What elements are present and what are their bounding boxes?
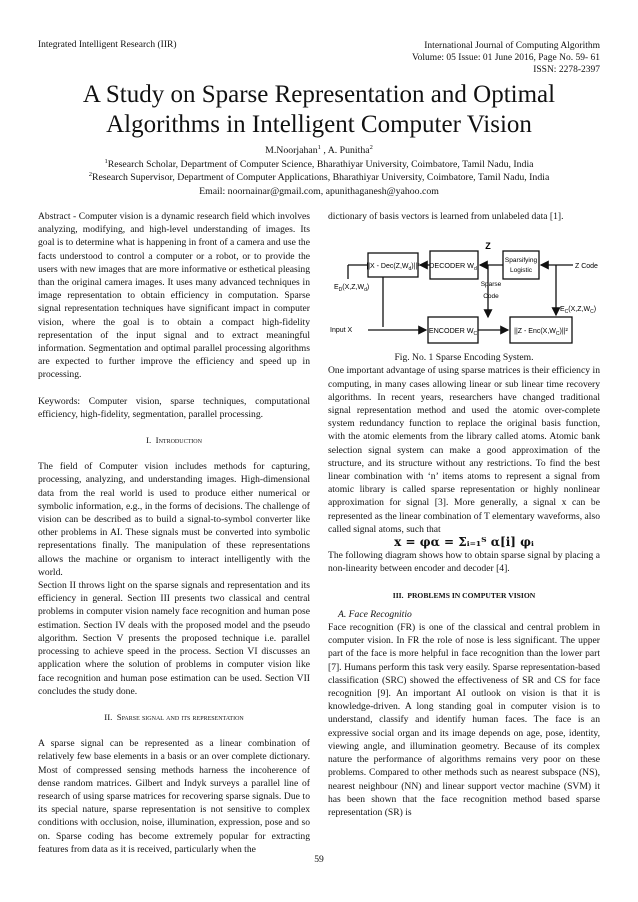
svg-text:Sparsifying: Sparsifying xyxy=(504,257,538,265)
svg-text:||Z - Enc(X,WC)||²: $||Z - Enc(X,W_C)||^2$ xyxy=(514,328,568,338)
svg-text:Code: Code xyxy=(483,293,499,301)
right-paragraph-2: The following diagram shows how to obtain sparse signal by placing a non-linearity between encoder and decoder [4]. xyxy=(328,550,600,575)
z-code-label: Z Code xyxy=(575,263,598,271)
input-x-label: Input X xyxy=(330,327,353,335)
svg-text:Z: Z xyxy=(485,241,491,252)
journal-header-right xyxy=(412,40,600,76)
intro-paragraph-1: The field of Computer vision includes methods for capturing, processing, analyzing, and understanding images. High-dimensional data from the real world is used to produce either numerical or symbolic information, e.g., in the forms of decisions. The challenge of vision can be described as to build a signal-to-symbol converter like other problems in AI. These signals must be converted into symbolic representations finally. The manipulation of these representations allows the machine or organism to interact intelligently with the world. xyxy=(38,461,310,578)
sparse-encoding-diagram xyxy=(328,231,600,351)
affiliation-1: $^1$Research Scholar, Department of Computer Science, Bharathiyar University, Coimbatore, Tamil Nadu, India xyxy=(104,157,534,170)
sparse-encoding-figure xyxy=(328,231,600,351)
subsection-face-recognition: A. Face Recognitio xyxy=(338,608,412,620)
journal-issn: ISSN: 2278-2397 xyxy=(533,65,600,75)
journal-header-left: Integrated Intelligent Research (IIR) xyxy=(38,40,177,50)
right-column xyxy=(328,210,600,819)
svg-text:Logistic: Logistic xyxy=(509,267,533,275)
page-number: 59 xyxy=(314,854,324,865)
author-names: M.Noorjahan$^1$ , A. Punitha$^2$ xyxy=(265,144,373,156)
encoder-energy-label: $E_C(X,Z,W_C)$ xyxy=(560,306,597,316)
author-email: Email: noornainar@gmail.com, apunithaganesh@yahoo.com xyxy=(199,185,439,197)
sparsifying-logistic-box xyxy=(503,251,539,279)
section-heading-sparse-signal: II. Sparse signal and its representation xyxy=(104,711,244,722)
intro-paragraph-2: Section II throws light on the sparse signals and representation and its efficiency in general. Section III presents two classical and central problems in computer vision namely face recognition and human pose estimation. Section IV deals with the proposed model and the pseudo algorithm. Section V presents the proposed technique i.e. parallel processing to achieve speed in the process. Section VI discusses an application where the solution of problems in computer vision like face recognition and human pose estimation can be used. Section VII concludes the study done. xyxy=(38,580,310,697)
right-paragraph-3: Face recognition (FR) is one of the classical and central problem in computer vision. In FR the role of nose is less significant. The upper part of the face is more helpful in face recognition than the lower part [7]. Humans perform this task very easily. Sparse representation-based classification (SRC) showed the effectiveness of SR and CS for face recognition [9]. An important AI outlook on vision is that it is knowledge-driven. A long standing goal in computer vision is to understand, classify and identify human faces. The face is an expressive social organ and its image depends on age, pose, identity, viewing angle, and illumination geometry. Because of its complex nature the performance of algorithms remains very poor on these problems. Compared to other methods such as nearest subspace (NS), nearest neighbour (NN) and linear support vector machine (SVM) it has been shown that the face recognition method based sparse representation (SR) is xyxy=(328,622,600,818)
author-block xyxy=(30,144,608,198)
section-heading-introduction: I. Introduction xyxy=(146,435,202,446)
affiliation-2: $^2$Research Supervisor, Department of Computer Applications, Bharathiyar University, Coimbatore, Tamil Nadu, India xyxy=(88,171,550,183)
svg-text:ENCODER WC: ENCODER $W_C$ xyxy=(428,326,478,338)
section-heading-problems: III. PROBLEMS IN COMPUTER VISION xyxy=(392,590,536,600)
right-paragraph-1: One important advantage of using sparse matrices is their efficiency in computing, in many cases allowing linear or sub linear time recovery algorithms. In recent years, researchers have changed traditional signal representation method and used the atomic over-complete system redundancy function to replace the original basis function, with the atomic elements from the library called atoms. Atomic bank selection signal system can make a good approximation of the structure, and its structure without any restrictions. To find the best linear combination with ‘n’ items atoms to represent a signal from atomic library is called sparse representation or highly nonlinear approximation for signal [3]. More generally, a signal x can be represented as the linear combination of T elementary waveforms, also called signal atoms, such that xyxy=(328,365,600,535)
decoder-energy-label: $E_D(X,Z,W_d)$ xyxy=(334,284,370,294)
svg-text:DECODER Wd: DECODER $W_d$ xyxy=(429,261,477,273)
keywords: Keywords: Computer vision, sparse techniques, computational efficiency, high-fidelity, segmentation, parallel processing. xyxy=(38,395,310,420)
svg-text:Sparse: Sparse xyxy=(480,281,502,289)
journal-name: International Journal of Computing Algorithm xyxy=(424,41,600,51)
paper-title: A Study on Sparse Representation and Optimal Algorithms in Intelligent Computer Vision xyxy=(82,81,556,138)
left-column xyxy=(38,210,310,856)
figure-caption: Fig. No. 1 Sparse Encoding System. xyxy=(394,352,534,364)
svg-text:||X - Dec(Z,Wd)||²: $||X - Dec(Z,W_d)||^2$ xyxy=(366,263,420,273)
continued-paragraph: dictionary of basis vectors is learned from unlabeled data [1]. xyxy=(328,211,564,222)
journal-volume: Volume: 05 Issue: 01 June 2016, Page No. 59- 61 xyxy=(412,53,600,63)
sparse-formula: x = φα = Σᵢ₌₁ᵀ α[i] φᵢ xyxy=(394,535,534,550)
abstract: Abstract - Computer vision is a dynamic research field which involves analyzing, modifying, and high-level understanding of images. Its goal is to determine what is happening in front of a camera and use the facts understood to control a computer or a robot, or to provide the users with new images that are more informative or esthetical pleasing than the original camera images. It uses many advanced techniques in image representation to obtain efficiency in computation. Sparse signal representation techniques have significant impact in computer vision, where the goal is to obtain a compact high-fidelity representation of the input signal and to extract meaningful information. Segmentation and optimal parallel processing algorithms are expected to further improve the efficiency and speed up in processing. xyxy=(38,211,310,381)
sparse-paragraph: A sparse signal can be represented as a linear combination of relatively few base elements in a basis or an over complete dictionary. Most of compressed sensing methods harness the incoherence of dense random matrices. Gilbert and Indyk surveys a parallel line of research of using sparse matrices for recovering sparse signals. Due to its special nature, sparse representation is not sensitive to complex conditions with occlusion, noise, illumination, expression, pose and so on. Sparse coding has become extremely popular for extracting features from data as it is received, particularly when the xyxy=(38,738,310,855)
